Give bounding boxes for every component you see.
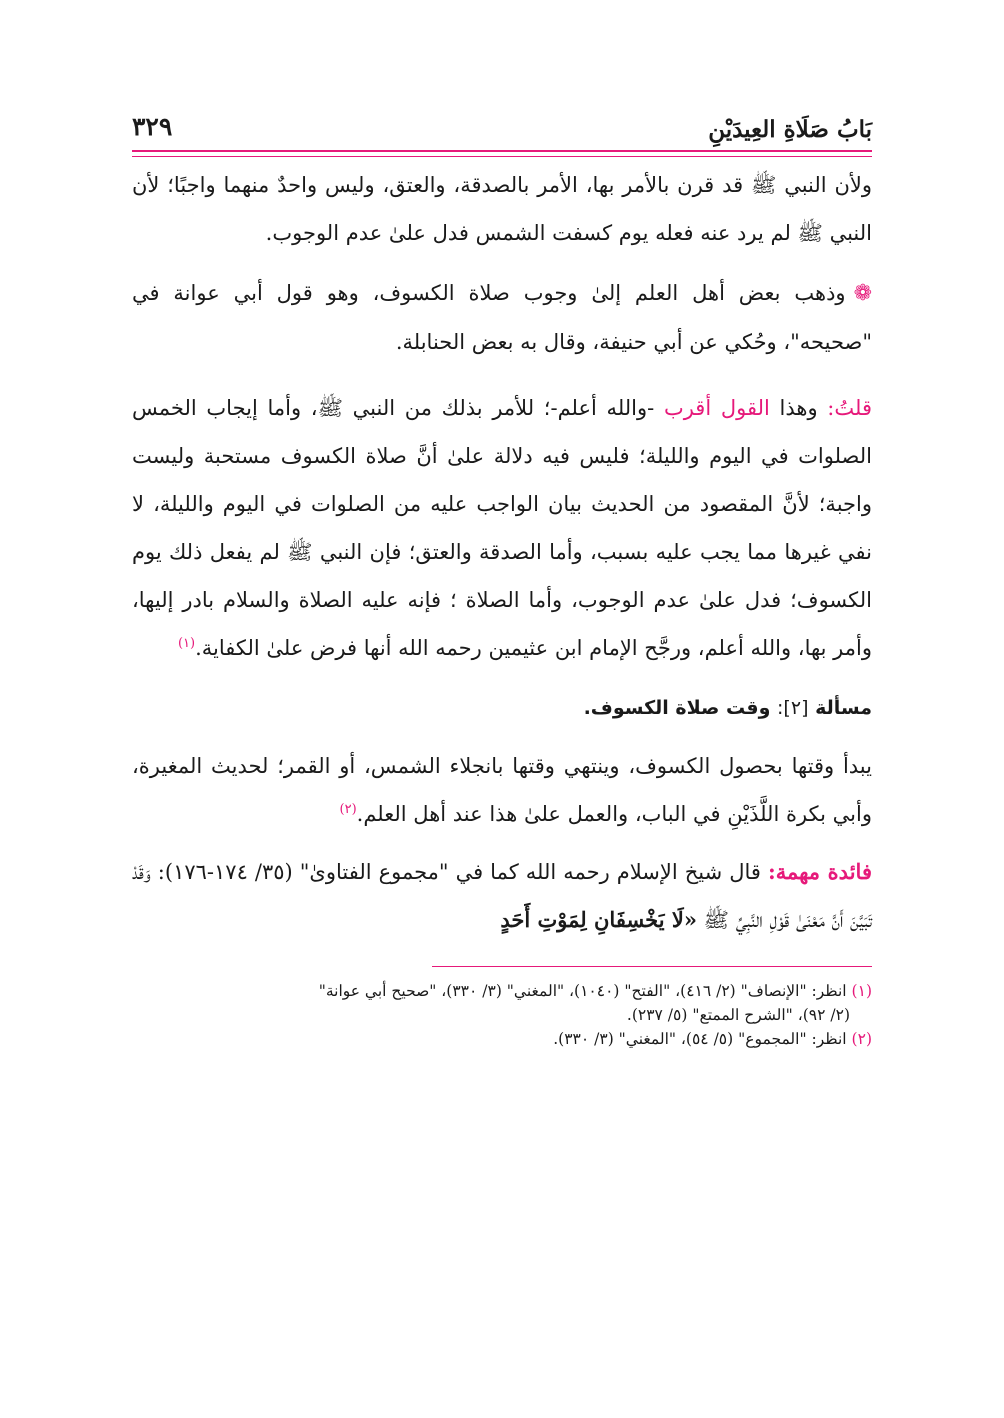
paragraph-3-b: -والله أعلم-؛ للأمر بذلك من النبي ﷺ، وأما إيجاب الخمس الصلوات في اليوم والليلة؛ فليس فيه دلالة علىٰ أنَّ صلاة الكسوف مستحبة وليست واجبة؛ لأنَّ المقصود من الحديث بيان الواجب عليه من الصلوات في اليوم والليلة، لا نفي غيرها مما يجب عليه بسبب، وأما الصدقة والعتق؛ فإن النبي ﷺ لم يفعل ذلك يوم الكسوف؛ فدل علىٰ عدم الوجوب، وأما الصلاة ؛ فإنه عليه الصلاة والسلام بادر إليها، وأمر بها، والله أعلم، ورجَّح الإمام ابن عثيمين رحمه الله أنها فرض علىٰ الكفاية. bbox=[132, 396, 872, 660]
paragraph-2 bbox=[132, 269, 872, 366]
page bbox=[132, 108, 872, 1051]
paragraph-3-a: وهذا bbox=[769, 396, 828, 420]
footnote-1-text: انظر: "الإنصاف" (٢/ ٤١٦)، "الفتح" (١٠٤٠)، "المغني" (٣/ ٣٣٠)، "صحيح أبي عوانة" bbox=[318, 982, 852, 1000]
footnote-1 bbox=[132, 979, 872, 1003]
flower-ornament-icon: ❁ bbox=[853, 281, 872, 306]
paragraph-4 bbox=[132, 742, 872, 838]
paragraph-5-a: قال شيخ الإسلام رحمه الله كما في "مجموع الفتاوىٰ" (٣٥/ ١٧٤-١٧٦): وَقَدْ تَبَيَّنَ أَنَّ مَعْنَىٰ قَوْلِ النَّبِيِّ ﷺ bbox=[132, 860, 872, 932]
chapter-title: بَابُ صَلَاةِ العِيدَيْنِ bbox=[708, 116, 872, 143]
page-number: ٣٢٩ bbox=[132, 112, 173, 141]
qultu-label: قلتُ: bbox=[827, 396, 872, 420]
paragraph-5 bbox=[132, 848, 872, 944]
page-header bbox=[132, 108, 872, 150]
footnotes bbox=[132, 979, 872, 1051]
footnote-ref-1[interactable]: (١) bbox=[177, 636, 196, 651]
hadith-quote: «لَا يَخْسِفَانِ لِمَوْتِ أَحَدٍ bbox=[500, 907, 697, 932]
masala-number: [٢]: bbox=[777, 697, 809, 719]
faida-label: فائدة مهمة: bbox=[767, 859, 872, 884]
footnote-rule bbox=[432, 966, 872, 967]
paragraph-3 bbox=[132, 384, 872, 672]
paragraph-4-text: يبدأ وقتها بحصول الكسوف، وينتهي وقتها بانجلاء الشمس، أو القمر؛ لحديث المغيرة، وأبي بكرة اللَّذَيْنِ في الباب، والعمل علىٰ هذا عند أهل العلم. bbox=[132, 754, 872, 826]
footnote-ref-2[interactable]: (٢) bbox=[339, 802, 357, 817]
highlight-phrase: القول أقرب bbox=[663, 396, 770, 420]
footnote-2 bbox=[132, 1027, 872, 1051]
masala-title: وقت صلاة الكسوف. bbox=[583, 697, 778, 719]
footnote-1-continued: (٢/ ٩٢)، "الشرح الممتع" (٥/ ٢٣٧). bbox=[626, 1006, 850, 1024]
footnote-1-number: (١) bbox=[851, 982, 872, 1000]
masala-label: مسألة bbox=[815, 697, 872, 719]
header-rule bbox=[132, 150, 872, 152]
footnote-2-text: انظر: "المجموع" (٥/ ٥٤)، "المغني" (٣/ ٣٣٠). bbox=[553, 1030, 852, 1048]
header-rule-thin bbox=[132, 156, 872, 157]
paragraph-2-text: وذهب بعض أهل العلم إلىٰ وجوب صلاة الكسوف، وهو قول أبي عوانة في "صحيحه"، وحُكي عن أبي حنيفة، وقال به بعض الحنابلة. bbox=[132, 281, 872, 354]
masala-heading bbox=[132, 688, 872, 728]
paragraph-1: ولأن النبي ﷺ قد قرن بالأمر بها، الأمر بالصدقة، والعتق، وليس واحدٌ منهما واجبًا؛ لأن النبي ﷺ لم يرد عنه فعله يوم كسفت الشمس فدل علىٰ عدم الوجوب. bbox=[132, 173, 872, 245]
footnote-2-number: (٢) bbox=[851, 1030, 872, 1048]
